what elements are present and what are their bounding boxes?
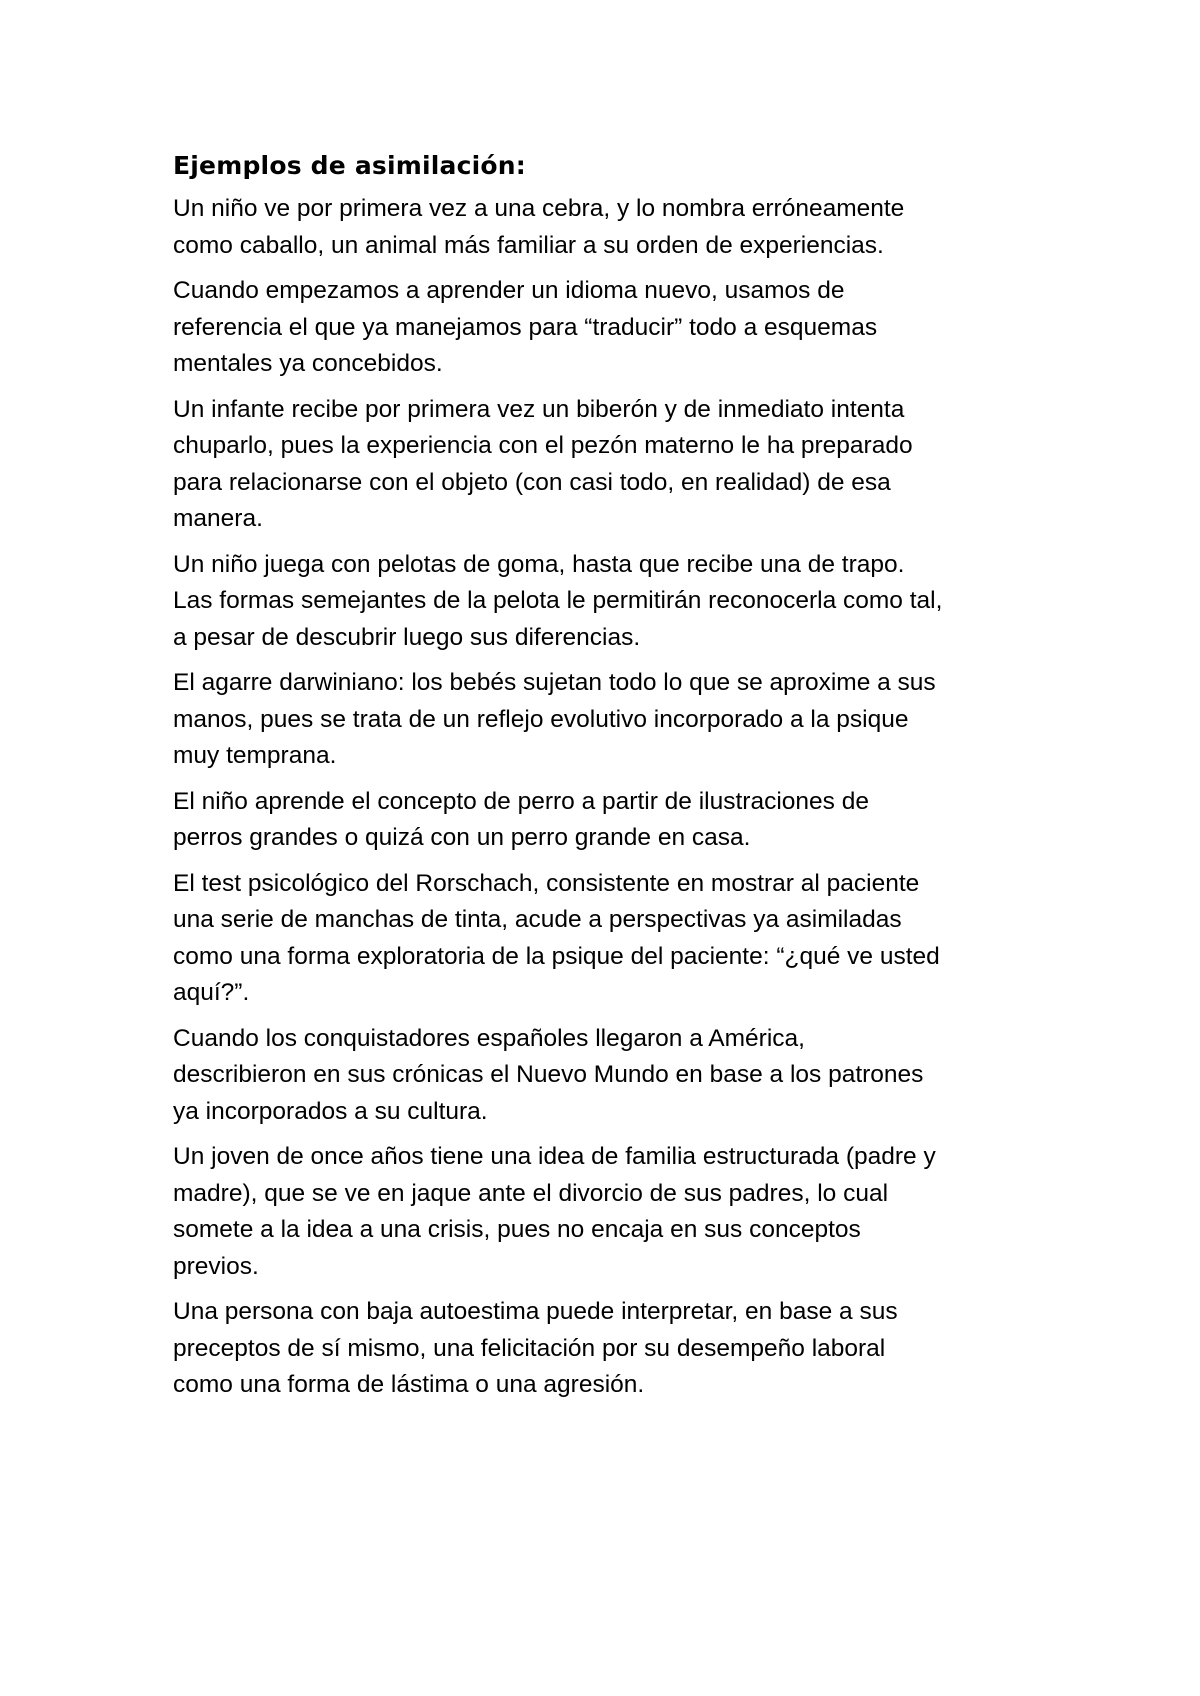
document-heading: Ejemplos de asimilación: [173,151,526,180]
text-line: mentales ya concebidos. [173,350,443,377]
text-line: ya incorporados a su cultura. [173,1097,488,1125]
text-line: Las formas semejantes de la pelota le permitirán reconocerla como tal, [173,587,943,614]
text-line: como caballo, un animal más familiar a su orden de experiencias. [173,231,884,259]
text-line: Cuando los conquistadores españoles llegaron a América, [173,1024,805,1052]
text-line: Una persona con baja autoestima puede interpretar, en base a sus [173,1298,898,1325]
text-line: Cuando empezamos a aprender un idioma nuevo, usamos de [173,277,845,304]
text-line: manos, pues se trata de un reflejo evolutivo incorporado a la psique [173,705,909,733]
text-line: somete a la idea a una crisis, pues no encaja en sus conceptos [173,1216,861,1243]
paragraph [173,191,1053,264]
paragraph [173,392,1053,538]
text-line: una serie de manchas de tinta, acude a perspectivas ya asimiladas [173,906,902,933]
text-line: previos. [173,1252,259,1280]
text-line: perros grandes o quizá con un perro grande en casa. [173,824,751,851]
text-line: Un niño ve por primera vez a una cebra, y lo nombra erróneamente [173,195,905,222]
text-line: referencia el que ya manejamos para “traducir” todo a esquemas [173,313,878,341]
text-line: Un joven de once años tiene una idea de familia estructurada (padre y [173,1143,936,1170]
paragraph [173,665,1053,775]
paragraph [173,547,1053,657]
text-line: preceptos de sí mismo, una felicitación por su desempeño laboral [173,1334,886,1362]
text-line: El niño aprende el concepto de perro a partir de ilustraciones de [173,787,869,815]
paragraph [173,866,1053,1012]
text-line: El agarre darwiniano: los bebés sujetan todo lo que se aproxime a sus [173,669,936,696]
paragraph [173,1021,1053,1131]
text-line: El test psicológico del Rorschach, consistente en mostrar al paciente [173,869,920,897]
document-body [173,148,1053,1413]
paragraph [173,1294,1053,1404]
text-line: madre), que se ve en jaque ante el divorcio de sus padres, lo cual [173,1179,889,1207]
text-line: como una forma exploratoria de la psique del paciente: “¿qué ve usted [173,942,940,970]
paragraph [173,1139,1053,1285]
text-line: aquí?”. [173,979,250,1006]
text-line: Un infante recibe por primera vez un biberón y de inmediato intenta [173,395,905,423]
text-line: como una forma de lástima o una agresión. [173,1371,645,1398]
text-line: Un niño juega con pelotas de goma, hasta que recibe una de trapo. [173,550,905,578]
text-line: describieron en sus crónicas el Nuevo Mundo en base a los patrones [173,1061,924,1088]
text-line: para relacionarse con el objeto (con casi todo, en realidad) de esa [173,468,891,496]
text-line: muy temprana. [173,742,337,769]
paragraph [173,273,1053,383]
paragraph [173,784,1053,857]
text-line: a pesar de descubrir luego sus diferencias. [173,623,641,651]
paragraph-list [173,191,1053,1404]
text-line: manera. [173,505,263,532]
text-line: chuparlo, pues la experiencia con el pezón materno le ha preparado [173,432,913,459]
